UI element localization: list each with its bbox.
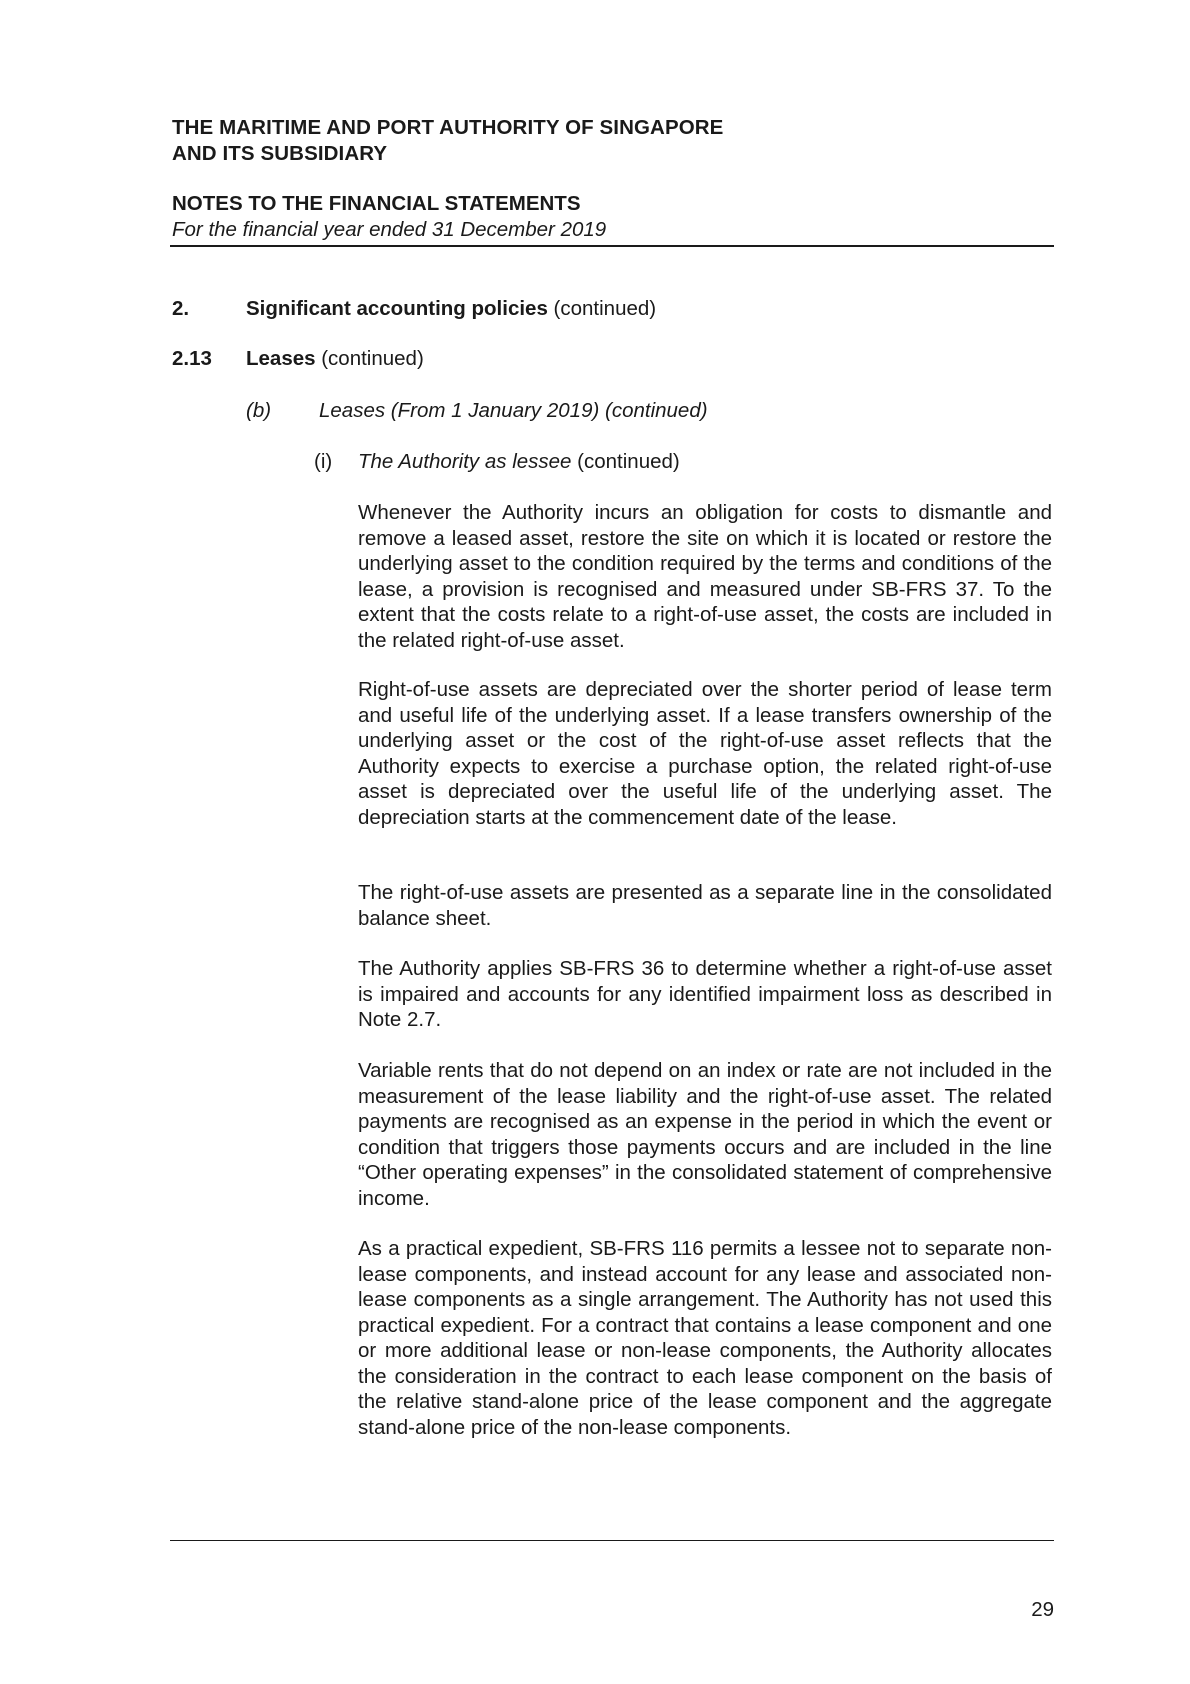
financial-period: For the financial year ended 31 December 2019 xyxy=(172,218,607,241)
paragraph-variable-rents: Variable rents that do not depend on an index or rate are not included in the measurement of the lease liability and the right-of-use asset. The related payments are recognised as an expense in the period in which the event or condition that triggers those payments occurs and are included in the line “Other operating expenses” in the consolidated statement of comprehensive income. xyxy=(358,1059,1052,1210)
paragraph-depreciation: Right-of-use assets are depreciated over the shorter period of lease term and useful life of the underlying asset. If a lease transfers ownership of the underlying asset or the cost of the right-of-use asset reflects that the Authority expects to exercise a purchase option, the related right-of-use asset is depreciated over the useful life of the underlying asset. The depreciation starts at the commencement date of the lease. xyxy=(358,678,1052,829)
paragraph-presentation: The right-of-use assets are presented as a separate line in the consolidated balance sheet. xyxy=(358,881,1052,930)
subsection-continued: (continued) xyxy=(315,347,424,370)
organization-title xyxy=(172,115,1072,167)
page-number: 29 xyxy=(1031,1598,1054,1621)
item-i-label: (i) xyxy=(314,450,333,473)
organization-title-line-2: AND ITS SUBSIDIARY xyxy=(172,142,388,165)
section-continued: (continued) xyxy=(547,297,657,320)
organization-title-line-1: THE MARITIME AND PORT AUTHORITY OF SINGAPORE xyxy=(172,116,724,139)
item-b-title: Leases (From 1 January 2019) (continued) xyxy=(319,399,708,422)
paragraph-practical-expedient: As a practical expedient, SB-FRS 116 permits a lessee not to separate non-lease components, and instead account for any lease and associated non-lease components as a single arrangement. The Authority has not used this practical expedient. For a contract that contains a lease component and one or more additional lease or non-lease components, the Authority allocates the consideration in the contract to each lease component on the basis of the relative stand-alone price of the lease component and the aggregate stand-alone price of the non-lease components. xyxy=(358,1237,1052,1439)
item-i-continued: (continued) xyxy=(571,450,680,473)
header-divider xyxy=(170,245,1054,247)
paragraph-dismantling-costs: Whenever the Authority incurs an obligation for costs to dismantle and remove a leased asset, restore the site on which it is located or restore the underlying asset to the condition required by the terms and conditions of the lease, a provision is recognised and measured under SB-FRS 37. To the extent that the costs relate to a right-of-use asset, the costs are included in the related right-of-use asset. xyxy=(358,501,1052,652)
notes-title: NOTES TO THE FINANCIAL STATEMENTS xyxy=(172,192,581,215)
subsection-number: 2.13 xyxy=(172,347,212,370)
section-title: Significant accounting policies xyxy=(246,297,548,320)
item-b-label: (b) xyxy=(246,399,272,422)
paragraph-impairment: The Authority applies SB-FRS 36 to determine whether a right-of-use asset is impaired and accounts for any identified impairment loss as described in Note 2.7. xyxy=(358,957,1052,1031)
section-number: 2. xyxy=(172,297,190,320)
footer-divider xyxy=(170,1540,1054,1541)
subsection-title: Leases xyxy=(246,347,316,370)
item-i-title: The Authority as lessee xyxy=(358,450,572,473)
